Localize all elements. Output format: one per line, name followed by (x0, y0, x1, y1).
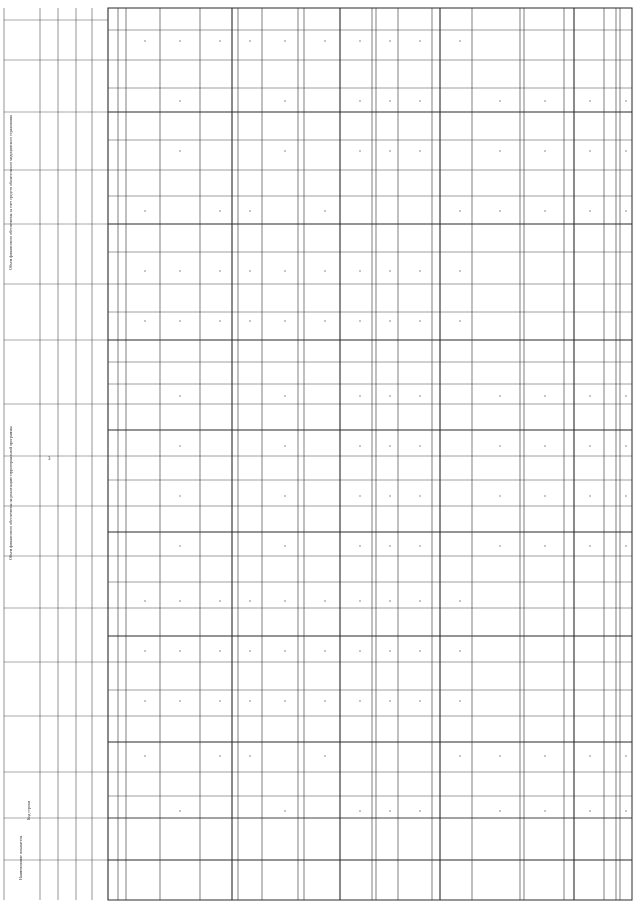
horizontal-rules (4, 8, 632, 900)
page-mark: 3 (48, 457, 51, 462)
label-band (108, 818, 632, 900)
table-border (108, 8, 632, 900)
cell-marks (145, 40, 626, 812)
header-group2: Объем финансового обеспечения за счет средств обязательного медицинского страхования (8, 115, 13, 270)
header-code-label: Код строки (26, 800, 31, 820)
header-group1: Объем финансового обеспечения на реализацию территориальной программы (8, 426, 13, 560)
header-left-label: Наименование показателя (18, 835, 23, 880)
vertical-rules (4, 8, 632, 900)
